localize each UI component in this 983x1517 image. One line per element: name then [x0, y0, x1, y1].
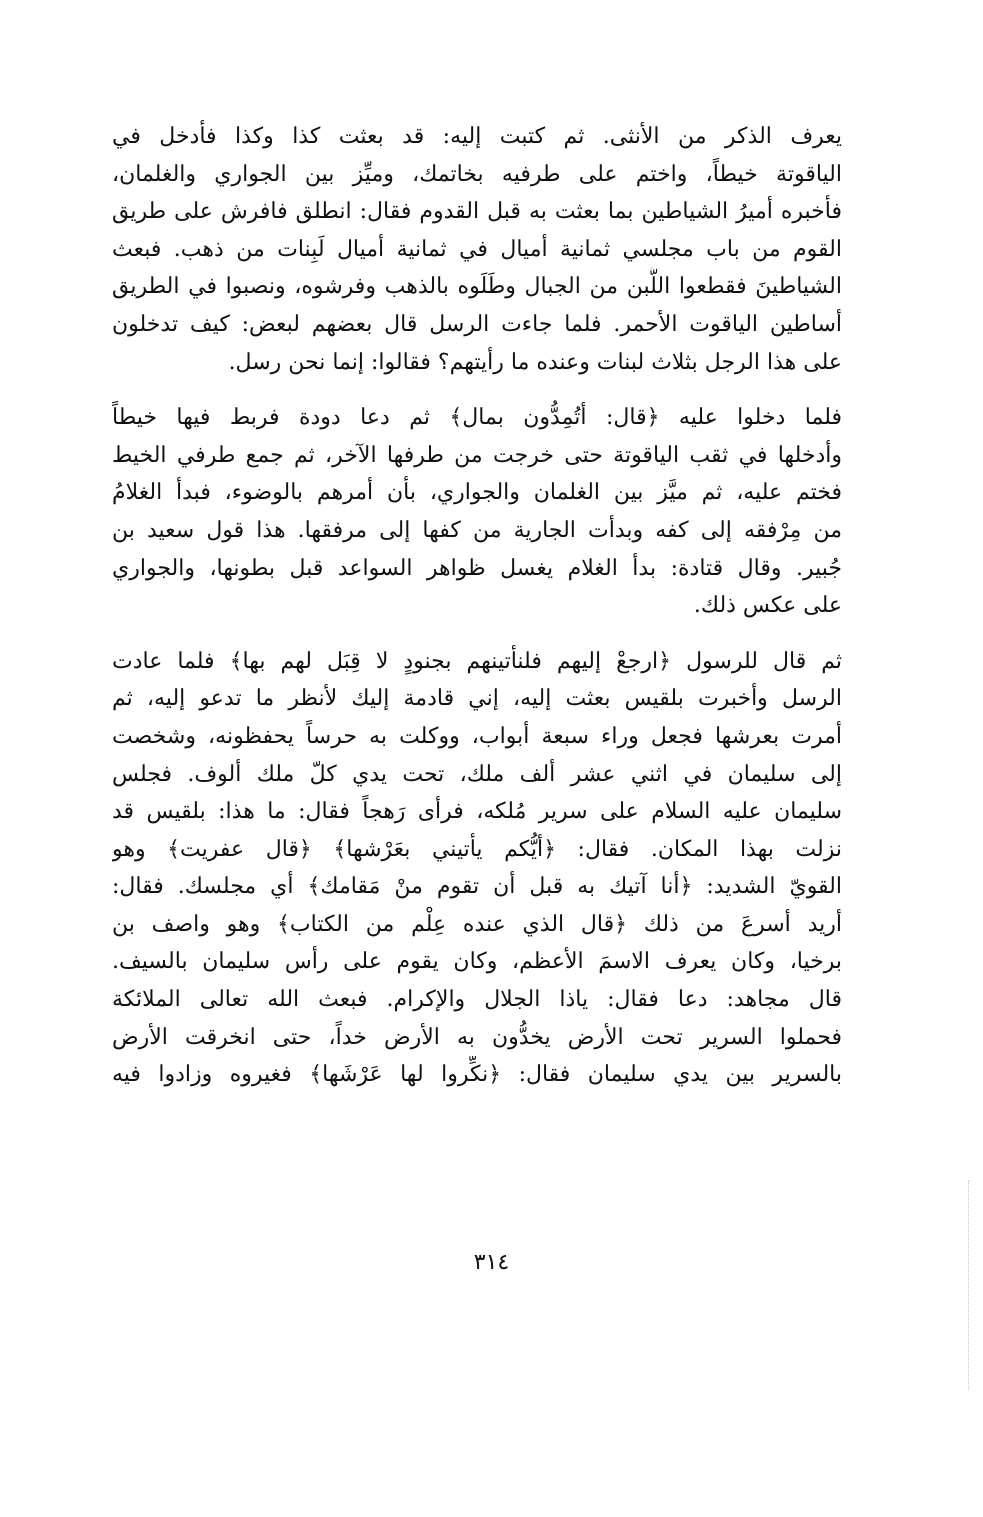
text-line: أمرت بعرشها فجعل وراء سبعة أبواب، ووكلت به حرساً يحفظونه، وشخصت: [112, 723, 842, 749]
text-line: ثم قال للرسول ﴿ارجعْ إليهم فلنأتينهم بجنودٍ لا قِبَل لهم بها﴾ فلما عادت: [112, 648, 842, 674]
text-line: القوم من باب مجلسي ثمانية أميال في ثمانية أميال لَبِنات من ذهب. فبعث: [112, 236, 842, 262]
text-line: أساطين الياقوت الأحمر. فلما جاءت الرسل قال بعضهم لبعض: كيف تدخلون: [112, 311, 842, 337]
paragraph-2: [112, 399, 842, 625]
page-number: ٣١٤: [473, 1250, 510, 1275]
text-line: وأدخلها في ثقب الياقوتة حتى خرجت من طرفها الآخر، ثم جمع طرفي الخيط: [112, 442, 842, 468]
text-line: أريد أسرعَ من ذلك ﴿قال الذي عنده عِلْم من الكتاب﴾ وهو واصف بن: [112, 911, 842, 937]
text-line: على عكس ذلك.: [693, 593, 842, 619]
text-line: فلما دخلوا عليه ﴿قال: أتُمِدُّون بمال﴾ ثم دعا دودة فربط فيها خيطاً: [112, 405, 842, 431]
text-line: فختم عليه، ثم ميَّز بين الغلمان والجواري، بأن أمرهم بالوضوء، فبدأ الغلامُ: [112, 480, 842, 506]
text-line: الياقوتة خيطاً، واختم على طرفيه بخاتمك، وميِّز بين الجواري والغلمان،: [112, 161, 842, 187]
text-line: يعرف الذكر من الأنثى. ثم كتبت إليه: قد بعثت كذا وكذا فأدخل في: [112, 124, 842, 149]
text-line: فحملوا السرير تحت الأرض يخدُّون به الأرض خداً، حتى انخرقت الأرض: [112, 1024, 842, 1050]
paragraph-3: [112, 643, 842, 1094]
body-text: [112, 118, 842, 1094]
text-line: فأخبره أميرُ الشياطين بما بعثت به قبل القدوم فقال: انطلق فافرش على طريق: [112, 199, 842, 225]
text-line: إلى سليمان في اثني عشر ألف ملك، تحت يدي كلّ ملك ألوف. فجلس: [112, 761, 842, 787]
text-line: برخيا، وكان يعرف الاسمَ الأعظم، وكان يقوم على رأس سليمان بالسيف.: [112, 949, 842, 975]
text-line: جُبير. وقال قتادة: بدأ الغلام يغسل ظواهر السواعد قبل بطونها، والجواري: [112, 555, 842, 581]
text-line: الرسل وأخبرت بلقيس بعثت إليه، إني قادمة إليك لأنظر ما تدعو إليه، ثم: [112, 686, 842, 712]
text-line: القويّ الشديد: ﴿أنا آتيك به قبل أن تقوم منْ مَقامك﴾ أي مجلسك. فقال:: [112, 874, 842, 900]
text-line: قال مجاهد: دعا فقال: ياذا الجلال والإكرام. فبعث الله تعالى الملائكة: [112, 987, 842, 1013]
page-edge-shadow: [968, 1180, 970, 1390]
text-line: نزلت بهذا المكان. فقال: ﴿أيُّكم يأتيني بعَرْشها﴾ ﴿قال عفريت﴾ وهو: [112, 836, 842, 862]
text-line: من مِرْفقه إلى كفه وبدأت الجارية من كفها إلى مرفقها. هذا قول سعيد بن: [112, 517, 842, 543]
text-line: على هذا الرجل بثلاث لبنات وعنده ما رأيتهم؟ فقالوا: إنما نحن رسل.: [228, 349, 842, 375]
text-line: بالسرير بين يدي سليمان فقال: ﴿نكِّروا لها عَرْشَها﴾ فغيروه وزادوا فيه: [112, 1062, 842, 1088]
text-line: الشياطينَ فقطعوا اللَّبن من الجبال وطَلَوه بالذهب وفرشوه، ونصبوا في الطريق: [112, 274, 842, 300]
paragraph-1: [112, 118, 842, 381]
text-line: سليمان عليه السلام على سرير مُلكه، فرأى رَهجاً فقال: ما هذا: بلقيس قد: [112, 799, 842, 825]
